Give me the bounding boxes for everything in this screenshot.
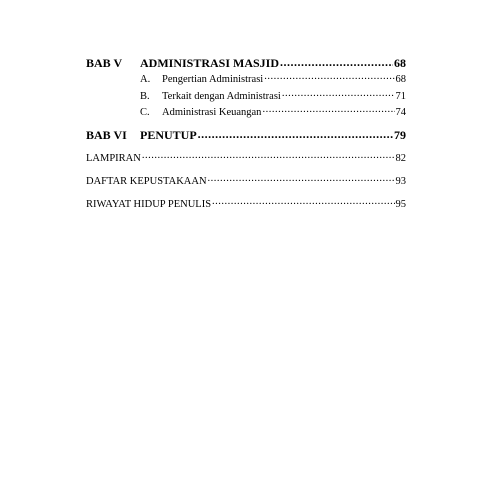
chapter-title: PENUTUP — [140, 128, 197, 142]
page-number: 74 — [395, 107, 406, 118]
subentry-letter: A. — [140, 74, 151, 85]
chapter-title: ADMINISTRASI MASJID — [140, 56, 280, 70]
leader-dots — [262, 105, 394, 115]
page-number: 71 — [395, 91, 406, 102]
page-number: 93 — [395, 176, 406, 187]
toc-entry-daftar-kepustakaan — [86, 174, 406, 189]
toc-subentry-a — [140, 72, 406, 87]
toc-entry-bab-5 — [86, 56, 406, 70]
entry-title: RIWAYAT HIDUP PENULIS — [86, 199, 212, 210]
subentry-title: Terkait dengan Administrasi — [162, 91, 281, 102]
leader-dots — [280, 57, 393, 67]
entry-title: DAFTAR KEPUSTAKAAN — [86, 176, 207, 187]
toc-entry-lampiran — [86, 151, 406, 166]
toc-entry-bab-6 — [86, 128, 406, 142]
leader-dots — [198, 129, 393, 139]
leader-dots — [264, 72, 394, 82]
page-number: 68 — [394, 56, 406, 70]
subentry-letter: B. — [140, 91, 150, 102]
subentry-title: Administrasi Keuangan — [162, 107, 262, 118]
chapter-label: BAB V — [86, 56, 123, 70]
entry-title: LAMPIRAN — [86, 153, 141, 164]
leader-dots — [212, 197, 394, 207]
chapter-label: BAB VI — [86, 128, 127, 142]
toc-subentry-b — [140, 89, 406, 104]
leader-dots — [142, 151, 395, 161]
page-number: 68 — [395, 74, 406, 85]
subentry-letter: C. — [140, 107, 150, 118]
toc-entry-riwayat-hidup-penulis — [86, 197, 406, 212]
toc-subentry-c — [140, 105, 406, 120]
page-number: 95 — [395, 199, 406, 210]
leader-dots — [282, 89, 395, 99]
page-number: 79 — [394, 128, 406, 142]
leader-dots — [208, 174, 395, 184]
page-number: 82 — [395, 153, 406, 164]
subentry-title: Pengertian Administrasi — [162, 74, 264, 85]
